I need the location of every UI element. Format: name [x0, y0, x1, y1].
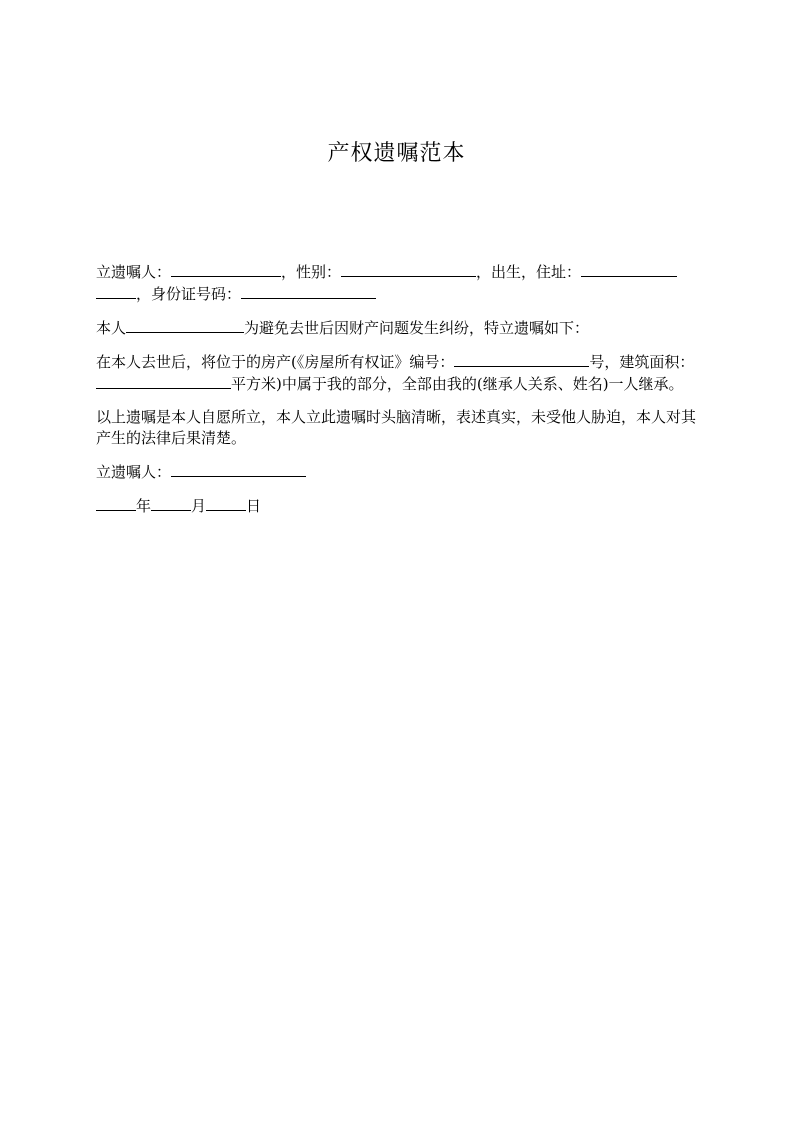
- testator-name-blank: [171, 261, 281, 277]
- year-label: 年: [136, 497, 152, 515]
- birth-address-label: ，出生，住址：: [476, 263, 582, 281]
- declaration-text: 以上遗嘱是本人自愿所立，本人立此遗嘱时头脑清晰，表述真实，未受他人胁迫，本人对其产生的法律后果清楚。: [96, 408, 697, 447]
- signature-blank: [171, 461, 306, 477]
- floor-area-blank: [96, 373, 231, 389]
- gender-label: ，性别：: [281, 263, 342, 281]
- intent-text: 为避免去世后因财产问题发生纠纷，特立遗嘱如下：: [244, 319, 590, 337]
- year-blank: [96, 495, 136, 511]
- paragraph-intent: [96, 317, 696, 339]
- certificate-number-blank: [454, 351, 589, 367]
- property-text-2: 号，建筑面积：: [589, 353, 695, 371]
- paragraph-property: [96, 351, 696, 395]
- address-blank-line2: [96, 283, 136, 299]
- testator-label: 立遗嘱人：: [96, 263, 172, 281]
- self-prefix: 本人: [96, 319, 127, 337]
- day-blank: [206, 495, 246, 511]
- property-text-3: 平方米)中属于我的部分，全部由我的(继承人关系、姓名)一人继承。: [231, 375, 684, 393]
- self-name-blank: [126, 317, 244, 333]
- id-number-blank: [241, 283, 376, 299]
- gender-blank: [341, 261, 476, 277]
- signature-line: [96, 461, 696, 483]
- signature-label: 立遗嘱人：: [96, 463, 172, 481]
- month-blank: [151, 495, 191, 511]
- address-blank-line1: [581, 261, 677, 277]
- month-label: 月: [191, 497, 207, 515]
- paragraph-testator-info: [96, 261, 696, 305]
- document-title: 产权遗嘱范本: [327, 141, 466, 166]
- paragraph-declaration: [96, 407, 696, 449]
- date-line: [96, 495, 696, 517]
- document-body: [96, 261, 696, 529]
- property-text-1: 在本人去世后，将位于的房产(《房屋所有权证》编号：: [96, 353, 455, 371]
- day-label: 日: [246, 497, 262, 515]
- id-number-label: ，身份证号码：: [136, 285, 242, 303]
